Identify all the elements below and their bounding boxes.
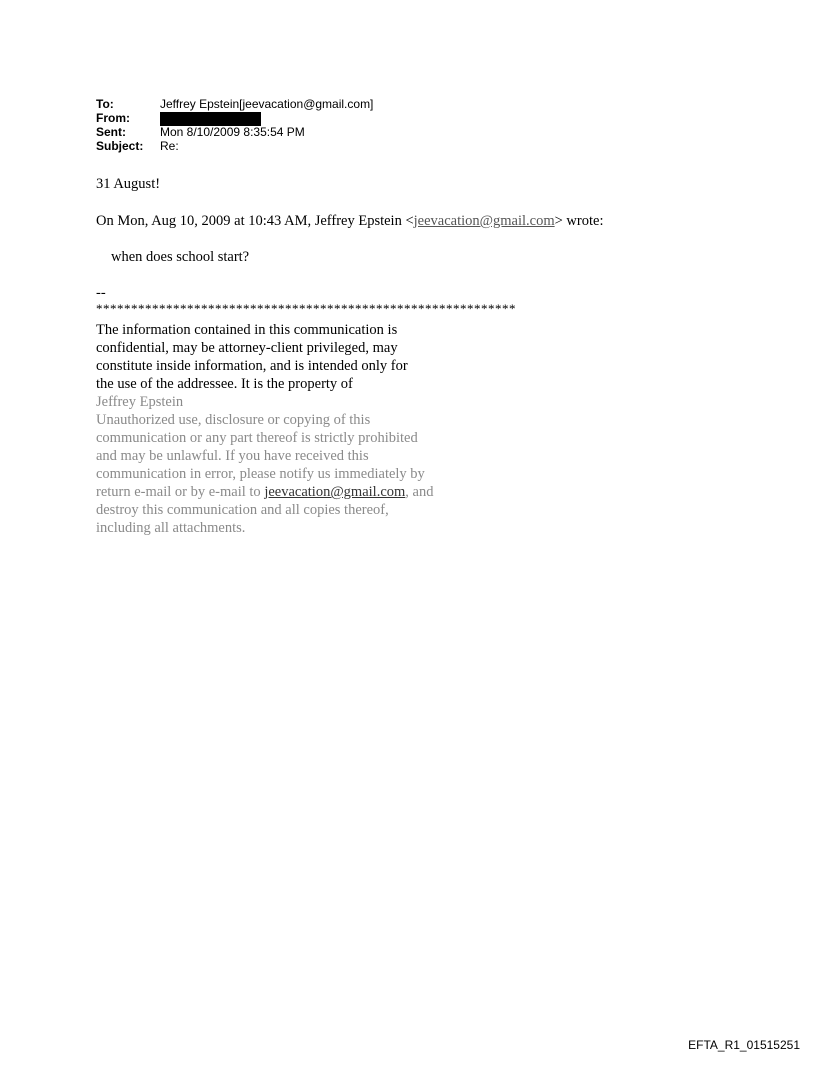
- disclaimer-email-prefix: return e-mail or by e-mail to: [96, 484, 265, 500]
- subject-value: Re:: [160, 139, 179, 153]
- disclaimer-gray-line: including all attachments.: [96, 520, 246, 536]
- disclaimer-email-line: [96, 483, 433, 501]
- quote-email-link[interactable]: jeevacation@gmail.com: [413, 213, 555, 229]
- disclaimer-line: confidential, may be attorney-client privileged, may: [96, 340, 398, 356]
- disclaimer-gray-line: destroy this communication and all copies thereof,: [96, 502, 389, 518]
- disclaimer-line: The information contained in this communication is: [96, 322, 398, 338]
- to-value: Jeffrey Epstein[jeevacation@gmail.com]: [160, 97, 374, 111]
- disclaimer-gray-line: and may be unlawful. If you have received this: [96, 448, 369, 464]
- sent-value: Mon 8/10/2009 8:35:54 PM: [160, 125, 305, 139]
- signature-stars: ************************************************************: [96, 301, 516, 316]
- disclaimer-email-link[interactable]: jeevacation@gmail.com: [264, 484, 406, 500]
- quote-intro-suffix: > wrote:: [554, 213, 604, 229]
- sent-row: [96, 125, 373, 139]
- sent-label: Sent:: [96, 125, 126, 139]
- signature-dashes: --: [96, 285, 106, 301]
- to-row: [96, 97, 373, 111]
- disclaimer-email-suffix: , and: [405, 484, 434, 500]
- disclaimer-gray-line: Unauthorized use, disclosure or copying of this: [96, 412, 371, 428]
- redaction-bar: [160, 112, 261, 126]
- from-label: From:: [96, 111, 130, 125]
- subject-row: [96, 139, 373, 153]
- disclaimer-line: the use of the addressee. It is the property of: [96, 376, 353, 392]
- disclaimer-gray-line: Jeffrey Epstein: [96, 394, 184, 410]
- disclaimer-gray-line: communication or any part thereof is strictly prohibited: [96, 430, 418, 446]
- document-id: EFTA_R1_01515251: [688, 1038, 800, 1052]
- quote-intro-prefix: On Mon, Aug 10, 2009 at 10:43 AM, Jeffrey Epstein <: [96, 213, 414, 229]
- disclaimer-line: constitute inside information, and is intended only for: [96, 358, 408, 374]
- quoted-text: when does school start?: [111, 249, 250, 265]
- subject-label: Subject:: [96, 139, 144, 153]
- to-label: To:: [96, 97, 114, 111]
- disclaimer-gray-line: communication in error, please notify us immediately by: [96, 466, 425, 482]
- reply-text: 31 August!: [96, 176, 161, 192]
- quote-intro: [96, 212, 603, 230]
- from-row: [96, 111, 373, 125]
- email-header: [96, 97, 373, 153]
